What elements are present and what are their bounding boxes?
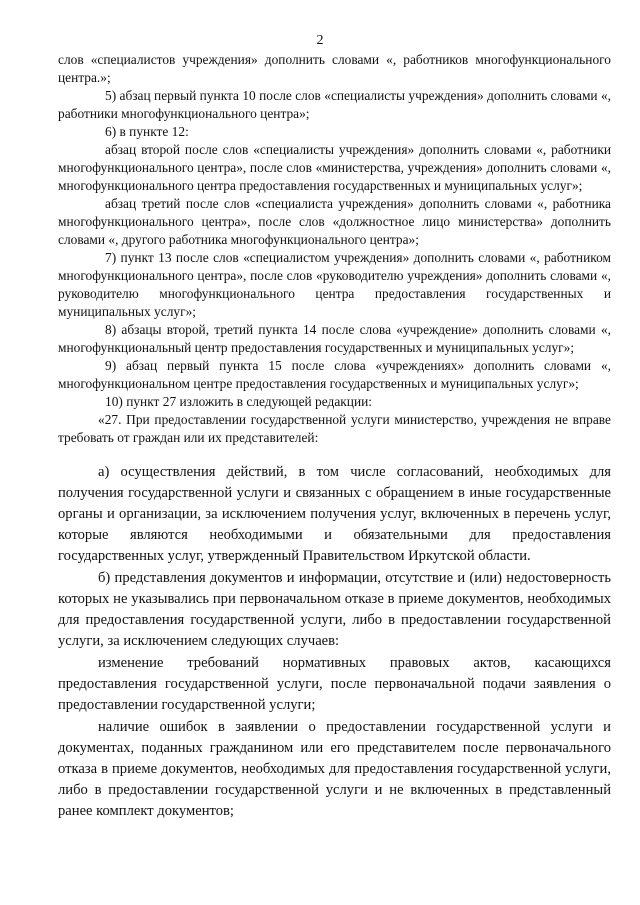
paragraph-item-6-abzac-3: абзац третий после слов «специалиста учреждения» дополнить словами «, работника многофункционального центра», после слов «должностное лицо министерства» дополнить словами «, другого работника многофункционального центра»; — [58, 196, 611, 247]
page-number: 2 — [316, 33, 324, 48]
paragraph-quote-a: а) осуществления действий, в том числе согласований, необходимых для получения государственной услуги и связанных с обращением в иные государственные органы и организации, за исключением получения услуг, включенных в перечень услуг, которые являются необходимыми и обязательными для предоставления государственных услуг, утвержденный Правительством Иркутской области. — [58, 464, 611, 564]
paragraph-item-5: 5) абзац первый пункта 10 после слов «специалисты учреждения» дополнить словами «, работники многофункционального центра»; — [58, 88, 611, 121]
paragraph-item-6-abzac-2: абзац второй после слов «специалисты учреждения» дополнить словами «, работники многофункционального центра», после слов «министерства, учреждения» дополнить словами «, многофункционального центра предоставления государственных и муниципальных услуг»; — [58, 142, 611, 193]
paragraph-quote-b: б) представления документов и информации, отсутствие и (или) недостоверность которых не указывались при первоначальном отказе в приеме документов, необходимых для предоставления государственной услуги, либо в предоставлении государственной услуги, за исключением следующих случаев: — [58, 570, 611, 649]
paragraph-quote-b-case-1: изменение требований нормативных правовых актов, касающихся предоставления государственной услуги, после первоначальной подачи заявления о предоставлении государственной услуги; — [58, 655, 611, 713]
paragraph-item-10: 10) пункт 27 изложить в следующей редакции: — [105, 394, 373, 409]
paragraph-continuation: слов «специалистов учреждения» дополнить словами «, работников многофункционального центра.»; — [58, 52, 611, 85]
amendments-block — [58, 51, 611, 447]
paragraph-quote-b-case-2: наличие ошибок в заявлении о предоставлении государственной услуги и документах, поданных гражданином или его представителем после первоначального отказа в приеме документов, необходимых для предоставления государственной услуги, либо в предоставлении государственной услуги и не включенных в представленный ранее комплект документов; — [58, 719, 611, 819]
paragraph-item-7: 7) пункт 13 после слов «специалистом учреждения» дополнить словами «, работником многофункционального центра», после слов «руководителю учреждения» дополнить словами «, руководителю многофункционального центра предоставления государственных и муниципальных услуг»; — [58, 250, 611, 319]
paragraph-item-6: 6) в пункте 12: — [105, 124, 189, 139]
paragraph-quote-27: «27. При предоставлении государственной услуги министерство, учреждения не вправе требовать от граждан или их представителей: — [58, 412, 611, 445]
quoted-text-block — [58, 462, 611, 822]
paragraph-item-8: 8) абзацы второй, третий пункта 14 после слова «учреждение» дополнить словами «, многофункциональный центр предоставления государственных и муниципальных услуг»; — [58, 322, 611, 355]
paragraph-item-9: 9) абзац первый пункта 15 после слова «учреждениях» дополнить словами «, многофункциональном центре предоставления государственных и муниципальных услуг»; — [58, 358, 611, 391]
